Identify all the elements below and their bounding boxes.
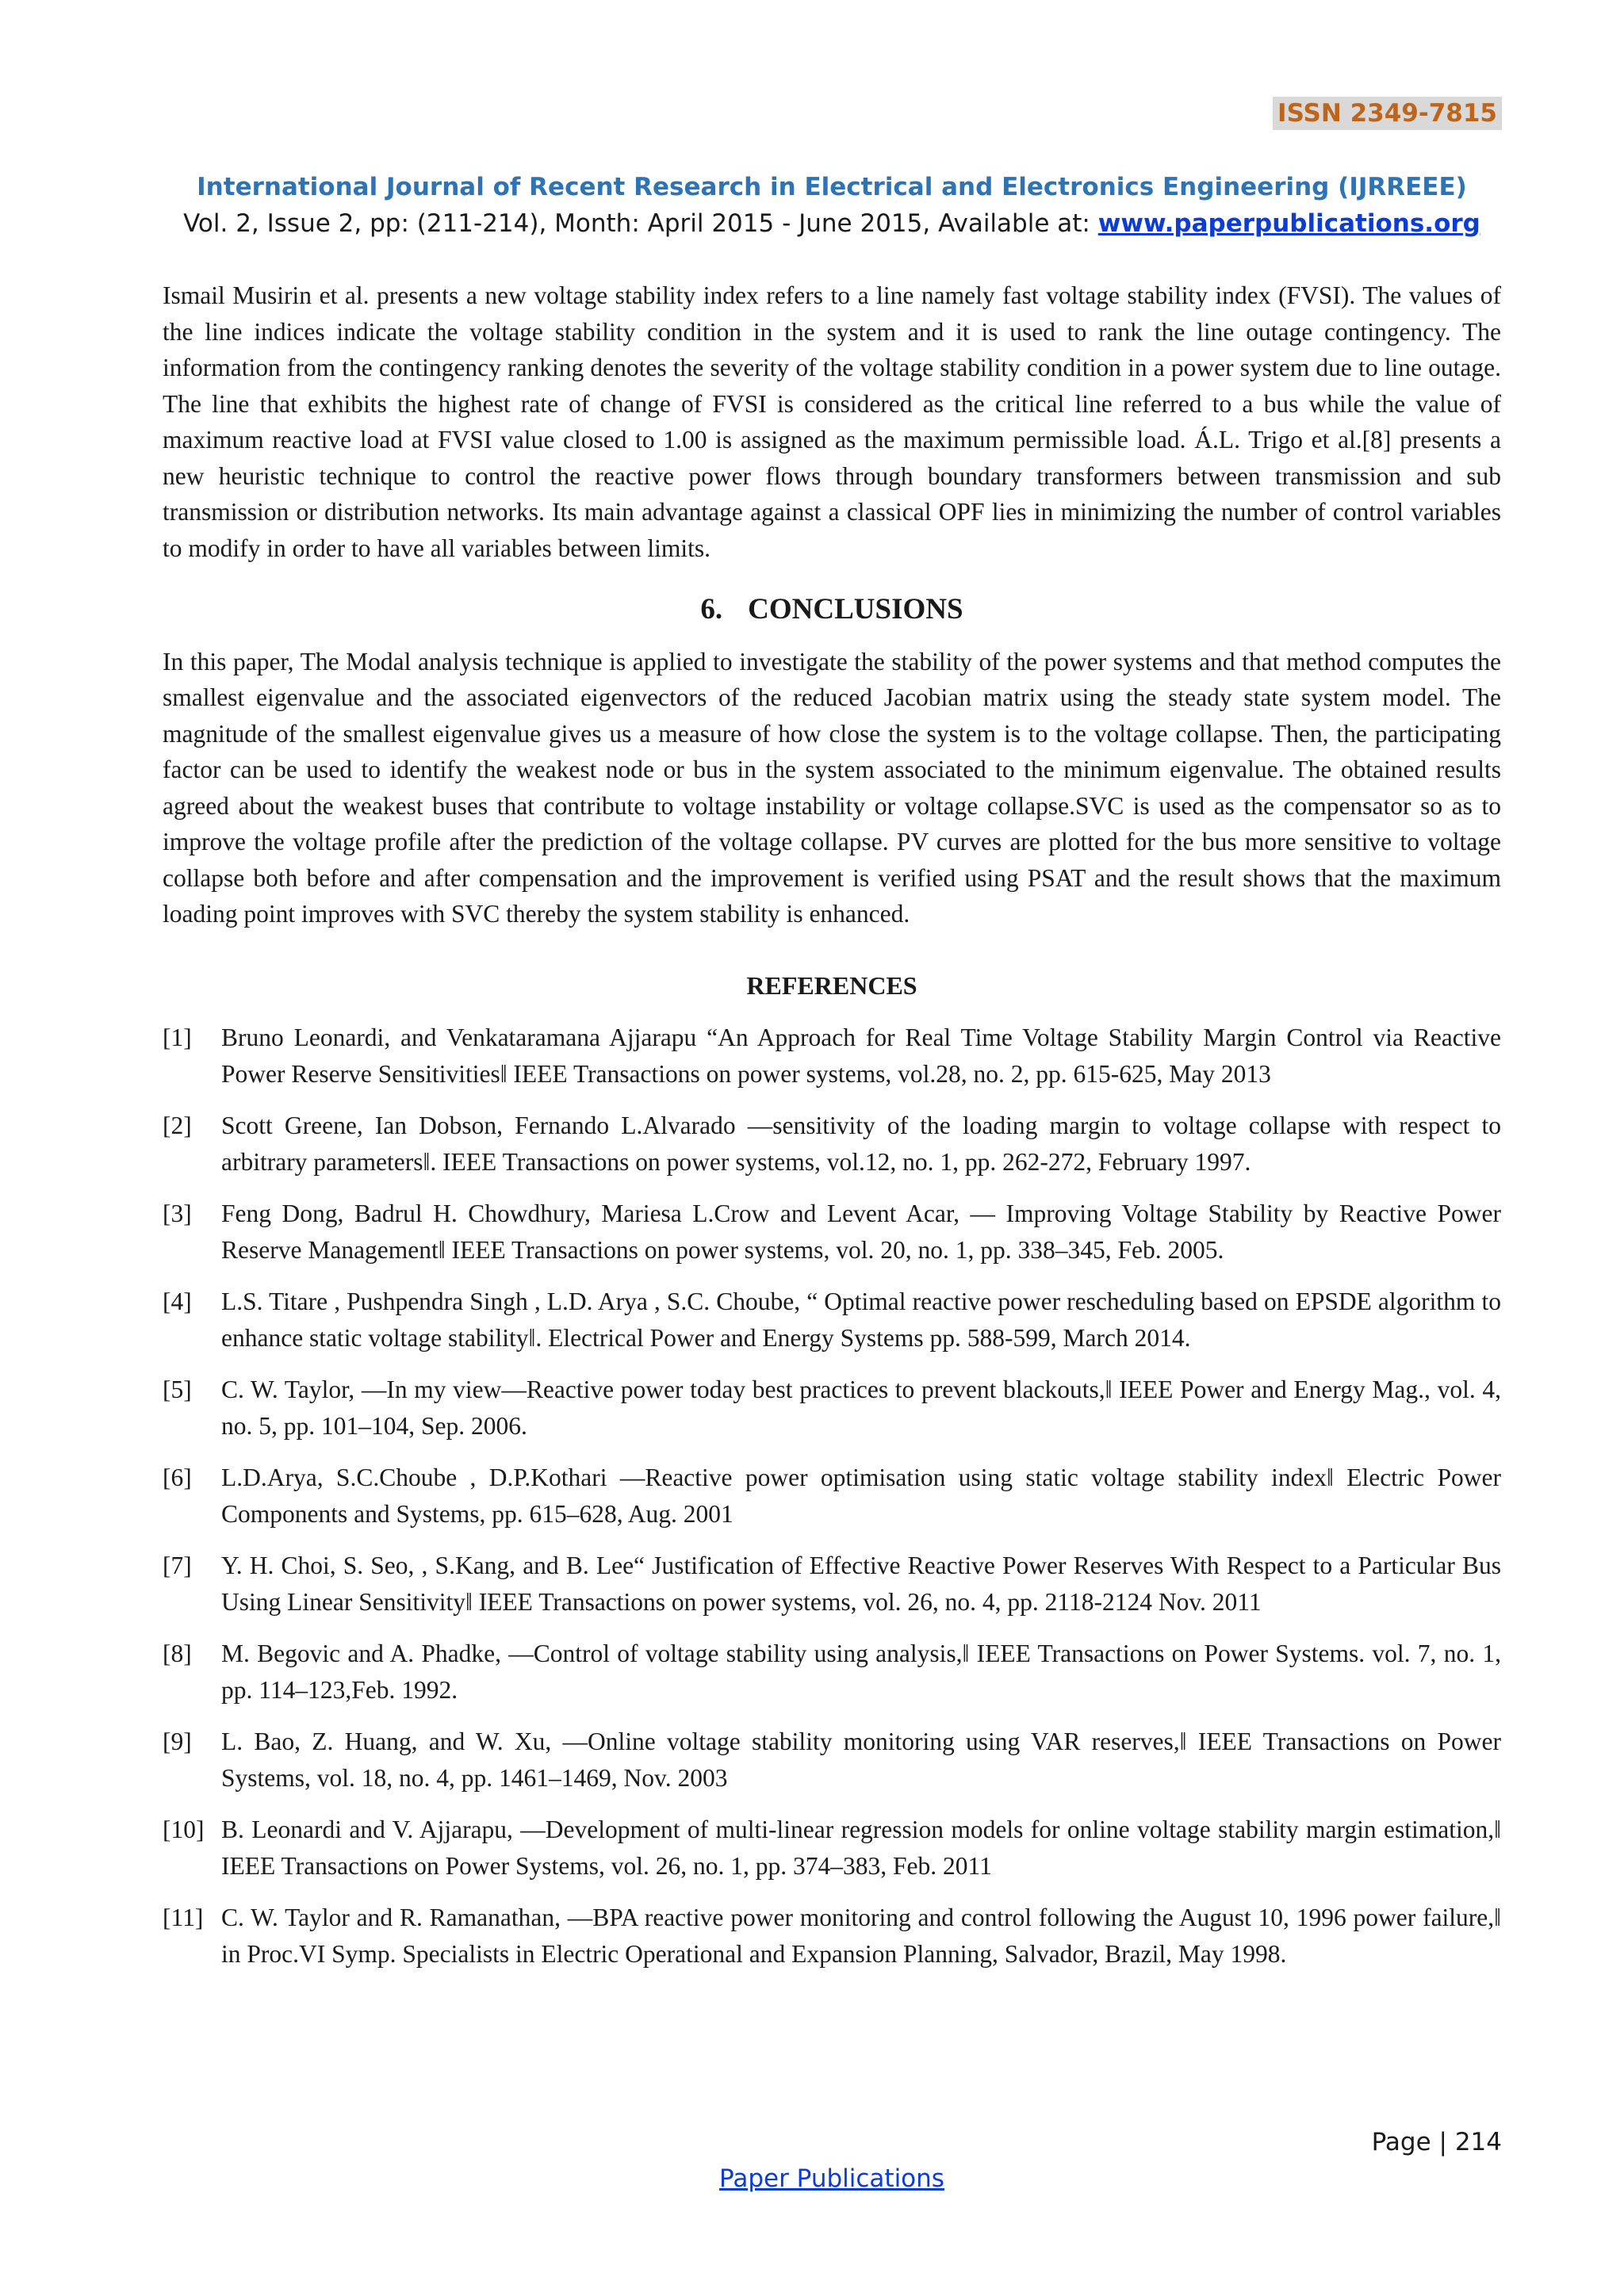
reference-text: M. Begovic and A. Phadke, ―Control of voltage stability using analysis,‖ IEEE Transactions on Power Systems. vol. 7, no. 1, pp. 114–123,Feb. 1992. (221, 1640, 1501, 1704)
reference-text: L. Bao, Z. Huang, and W. Xu, ―Online voltage stability monitoring using VAR reserves,‖ IEEE Transactions on Power Systems, vol. 18, no. 4, pp. 1461–1469, Nov. 2003 (221, 1728, 1501, 1792)
journal-title: International Journal of Recent Research in Electrical and Electronics Engineering (IJRREEE) (197, 173, 1467, 201)
article-body (163, 277, 1501, 1988)
reference-number: [11] (163, 1904, 204, 1931)
reference-text: Bruno Leonardi, and Venkataramana Ajjarapu “An Approach for Real Time Voltage Stability Margin Control via Reactive Power Reserve Sensitivities‖ IEEE Transactions on power systems, vol.28, no. 2, pp. 615-625, May 2013 (221, 1024, 1501, 1088)
reference-number: [6] (163, 1464, 192, 1491)
issn-label: ISSN 2349-7815 (1273, 97, 1502, 130)
reference-text: C. W. Taylor and R. Ramanathan, ―BPA reactive power monitoring and control following the August 10, 1996 power failure,‖ in Proc.VI Symp. Specialists in Electric Operational and Expansion Planning, Salvador, Brazil, May 1998. (221, 1904, 1501, 1968)
reference-item (163, 1460, 1501, 1532)
conclusions-heading-text: CONCLUSIONS (748, 593, 963, 626)
reference-item (163, 1108, 1501, 1180)
reference-item (163, 1812, 1501, 1884)
conclusions-paragraph: In this paper, The Modal analysis technique is applied to investigate the stability of the power systems and that method computes the smallest eigenvalue and the associated eigenvectors of the reduced Jacobian matrix using the steady state system model. The magnitude of the smallest eigenvalue gives us a measure of how close the system is to the voltage collapse. Then, the participating factor can be used to identify the weakest node or bus in the system associated to the minimum eigenvalue. The obtained results agreed about the weakest buses that contribute to voltage instability or voltage collapse.SVC is used as the compensator so as to improve the voltage profile after the prediction of the voltage collapse. PV curves are plotted for the bus more sensitive to voltage collapse both before and after compensation and the improvement is verified using PSAT and the result shows that the maximum loading point improves with SVC thereby the system stability is enhanced. (163, 647, 1501, 928)
conclusions-section-number: 6. (700, 593, 723, 626)
reference-text: Y. H. Choi, S. Seo, , S.Kang, and B. Lee“ Justification of Effective Reactive Power Reserves With Respect to a Particular Bus Using Linear Sensitivity‖ IEEE Transactions on power systems, vol. 26, no. 4, pp. 2118-2124 Nov. 2011 (221, 1552, 1501, 1616)
reference-item (163, 1372, 1501, 1444)
reference-number: [7] (163, 1552, 192, 1579)
reference-item (163, 1020, 1501, 1092)
publisher-footer-link[interactable]: Paper Publications (719, 2164, 944, 2193)
page-number: Page | 214 (1371, 2128, 1502, 2156)
references-list (163, 1020, 1501, 1972)
reference-number: [9] (163, 1728, 192, 1755)
journal-info (0, 209, 1624, 238)
reference-number: [2] (163, 1112, 192, 1139)
reference-number: [1] (163, 1024, 192, 1051)
conclusions-heading (163, 591, 1501, 628)
reference-text: L.D.Arya, S.C.Choube , D.P.Kothari ―Reactive power optimisation using static voltage stability index‖ Electric Power Components and Systems, pp. 615–628, Aug. 2001 (221, 1464, 1501, 1528)
reference-item (163, 1724, 1501, 1796)
intro-paragraph: Ismail Musirin et al. presents a new voltage stability index refers to a line namely fast voltage stability index (FVSI). The values of the line indices indicate the voltage stability condition in the system and it is used to rank the line outage contingency. The information from the contingency ranking denotes the severity of the voltage stability condition in a power system due to line outage. The line that exhibits the highest rate of change of FVSI is considered as the critical line referred to a bus while the value of maximum reactive load at FVSI value closed to 1.00 is assigned as the maximum permissible load. Á.L. Trigo et al.[8] presents a new heuristic technique to control the reactive power flows through boundary transformers between transmission and sub transmission or distribution networks. Its main advantage against a classical OPF lies in minimizing the number of control variables to modify in order to have all variables between limits. (163, 281, 1501, 562)
reference-number: [5] (163, 1376, 192, 1403)
reference-number: [3] (163, 1200, 192, 1227)
references-heading: REFERENCES (746, 970, 917, 1000)
reference-item (163, 1900, 1501, 1972)
reference-item (163, 1636, 1501, 1708)
reference-text: B. Leonardi and V. Ajjarapu, ―Development of multi-linear regression models for online voltage stability margin estimation,‖ IEEE Transactions on Power Systems, vol. 26, no. 1, pp. 374–383, Feb. 2011 (221, 1816, 1501, 1880)
reference-text: Feng Dong, Badrul H. Chowdhury, Mariesa L.Crow and Levent Acar, ― Improving Voltage Stability by Reactive Power Reserve Management‖ IEEE Transactions on power systems, vol. 20, no. 1, pp. 338–345, Feb. 2005. (221, 1200, 1501, 1264)
reference-item (163, 1548, 1501, 1620)
reference-text: L.S. Titare , Pushpendra Singh , L.D. Arya , S.C. Choube, “ Optimal reactive power rescheduling based on EPSDE algorithm to enhance static voltage stability‖. Electrical Power and Energy Systems pp. 588-599, March 2014. (221, 1288, 1501, 1352)
reference-item (163, 1196, 1501, 1268)
reference-number: [10] (163, 1816, 205, 1843)
journal-website-link[interactable]: www.paperpublications.org (1097, 209, 1480, 238)
reference-text: C. W. Taylor, ―In my view—Reactive power today best practices to prevent blackouts,‖ IEEE Power and Energy Mag., vol. 4, no. 5, pp. 101–104, Sep. 2006. (221, 1376, 1501, 1440)
reference-text: Scott Greene, Ian Dobson, Fernando L.Alvarado ―sensitivity of the loading margin to voltage collapse with respect to arbitrary parameters‖. IEEE Transactions on power systems, vol.12, no. 1, pp. 262-272, February 1997. (221, 1112, 1501, 1176)
reference-item (163, 1284, 1501, 1356)
reference-number: [8] (163, 1640, 192, 1667)
journal-info-text: Vol. 2, Issue 2, pp: (211-214), Month: April 2015 - June 2015, Available at: (183, 209, 1098, 238)
reference-number: [4] (163, 1288, 192, 1315)
